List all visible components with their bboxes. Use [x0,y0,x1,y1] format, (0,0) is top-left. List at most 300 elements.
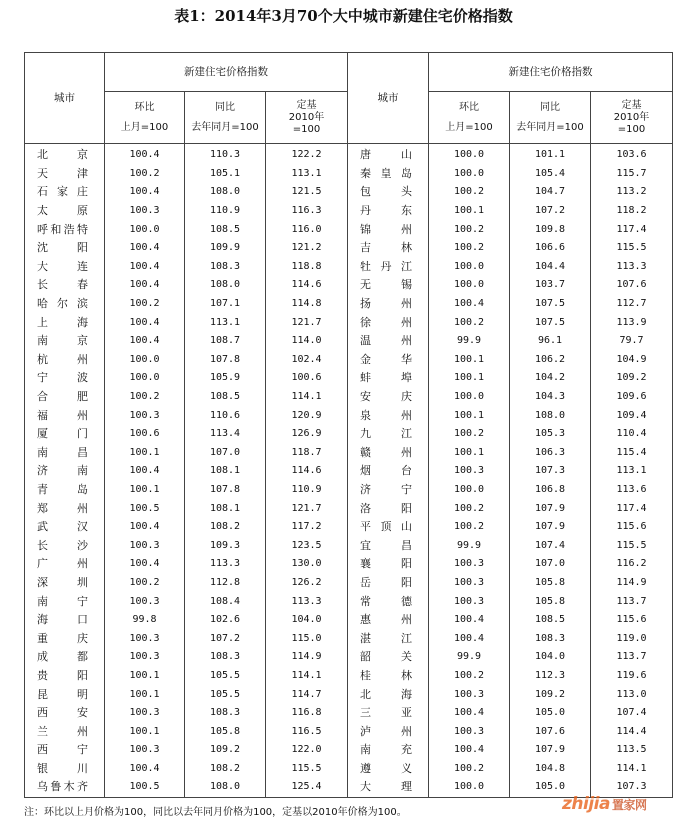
city-cell: 洛阳 [348,499,429,518]
table-row [25,313,673,332]
city-cell: 福州 [25,406,105,425]
base-cell: 122.2 [266,144,348,165]
yoy-cell: 109.3 [185,536,266,555]
mom-cell: 100.4 [105,239,185,258]
yoy-cell: 107.9 [510,518,591,537]
city-cell: 丹东 [348,202,429,221]
yoy-cell: 105.8 [185,722,266,741]
yoy-header-left [185,92,266,144]
table-row [25,351,673,370]
city-cell: 乌鲁木齐 [25,778,105,797]
base-cell: 117.4 [591,220,673,239]
mom-cell: 100.2 [105,295,185,314]
mom-cell: 99.9 [429,536,510,555]
mom-cell: 100.4 [105,555,185,574]
city-cell: 襄阳 [348,555,429,574]
mom-cell: 100.4 [105,518,185,537]
city-cell: 济宁 [348,481,429,500]
table-row [25,144,673,165]
base-subtitle-year: 2010年 [613,111,650,123]
yoy-cell: 107.6 [510,722,591,741]
city-cell: 宜昌 [348,536,429,555]
table-row [25,202,673,221]
yoy-cell: 108.7 [185,332,266,351]
mom-cell: 100.2 [429,183,510,202]
table-row [25,536,673,555]
yoy-title: 同比 [540,101,561,113]
mom-cell: 100.2 [429,313,510,332]
base-cell: 107.6 [591,276,673,295]
base-cell: 123.5 [266,536,348,555]
housing-price-index-table [24,52,673,798]
yoy-cell: 96.1 [510,332,591,351]
mom-cell: 100.4 [429,295,510,314]
yoy-cell: 104.7 [510,183,591,202]
city-cell: 海口 [25,611,105,630]
base-cell: 114.1 [591,760,673,779]
base-cell: 118.7 [266,444,348,463]
base-cell: 120.9 [266,406,348,425]
mom-cell: 100.3 [105,629,185,648]
mom-cell: 100.0 [429,388,510,407]
mom-cell: 100.3 [429,462,510,481]
mom-cell: 100.3 [429,555,510,574]
city-cell: 银川 [25,760,105,779]
table-row [25,369,673,388]
base-title: 定基 [621,99,642,111]
city-cell: 昆明 [25,685,105,704]
base-cell: 79.7 [591,332,673,351]
city-cell: 三亚 [348,704,429,723]
mom-cell: 100.4 [429,629,510,648]
yoy-cell: 109.2 [185,741,266,760]
base-cell: 116.5 [266,722,348,741]
city-cell: 烟台 [348,462,429,481]
mom-cell: 100.1 [105,685,185,704]
table-row [25,165,673,184]
yoy-cell: 108.0 [510,406,591,425]
base-cell: 114.6 [266,276,348,295]
mom-cell: 100.0 [105,220,185,239]
yoy-cell: 110.9 [185,202,266,221]
yoy-cell: 106.2 [510,351,591,370]
yoy-subtitle: 去年同月=100 [516,121,584,133]
mom-subtitle: 上月=100 [445,121,493,133]
table-row [25,722,673,741]
table-row [25,592,673,611]
base-cell: 100.6 [266,369,348,388]
mom-cell: 100.1 [429,444,510,463]
yoy-cell: 107.3 [510,462,591,481]
city-cell: 宁波 [25,369,105,388]
table-row [25,518,673,537]
yoy-cell: 108.3 [185,258,266,277]
city-cell: 天津 [25,165,105,184]
city-cell: 锦州 [348,220,429,239]
base-cell: 114.9 [591,574,673,593]
mom-title: 环比 [134,101,155,113]
city-cell: 九江 [348,425,429,444]
table-row [25,220,673,239]
yoy-cell: 104.0 [510,648,591,667]
index-group-header-left: 新建住宅价格指数 [105,53,348,92]
mom-cell: 100.4 [105,332,185,351]
yoy-cell: 110.3 [185,144,266,165]
city-cell: 太原 [25,202,105,221]
mom-cell: 100.3 [105,406,185,425]
table-row [25,295,673,314]
base-cell: 122.0 [266,741,348,760]
yoy-cell: 108.5 [185,388,266,407]
yoy-cell: 107.0 [510,555,591,574]
mom-cell: 100.2 [105,574,185,593]
mom-cell: 100.4 [105,462,185,481]
base-subtitle-value: =100 [617,123,646,135]
mom-cell: 100.5 [105,499,185,518]
city-cell: 大理 [348,778,429,797]
mom-cell: 100.4 [105,144,185,165]
city-cell: 南京 [25,332,105,351]
base-cell: 113.7 [591,648,673,667]
yoy-cell: 107.8 [185,481,266,500]
mom-cell: 100.0 [429,276,510,295]
mom-cell: 100.1 [105,722,185,741]
city-cell: 西宁 [25,741,105,760]
mom-cell: 100.2 [429,220,510,239]
yoy-cell: 108.5 [185,220,266,239]
yoy-cell: 105.0 [510,704,591,723]
city-cell: 常德 [348,592,429,611]
yoy-cell: 113.1 [185,313,266,332]
base-cell: 113.1 [266,165,348,184]
mom-cell: 100.1 [429,369,510,388]
base-cell: 115.0 [266,629,348,648]
yoy-title: 同比 [215,101,235,113]
table-row [25,741,673,760]
yoy-cell: 107.4 [510,536,591,555]
footnote: 注：环比以上月价格为100，同比以去年同月价格为100，定基以2010年价格为100。 [24,807,407,818]
city-cell: 哈尔滨 [25,295,105,314]
base-cell: 116.3 [266,202,348,221]
base-cell: 104.0 [266,611,348,630]
mom-cell: 100.1 [105,444,185,463]
mom-cell: 100.0 [105,351,185,370]
city-cell: 北京 [25,144,105,165]
table-row [25,667,673,686]
base-cell: 121.7 [266,313,348,332]
mom-cell: 100.2 [429,667,510,686]
mom-cell: 100.2 [429,760,510,779]
table-row [25,629,673,648]
table-row [25,481,673,500]
base-cell: 113.9 [591,313,673,332]
city-cell: 成都 [25,648,105,667]
city-cell: 牡丹江 [348,258,429,277]
base-cell: 113.7 [591,592,673,611]
mom-cell: 100.4 [105,276,185,295]
city-cell: 青岛 [25,481,105,500]
table-row [25,425,673,444]
city-cell: 赣州 [348,444,429,463]
yoy-cell: 107.1 [185,295,266,314]
mom-title: 环比 [459,101,480,113]
city-header-left: 城市 [25,53,105,144]
mom-cell: 100.4 [429,741,510,760]
city-cell: 呼和浩特 [25,220,105,239]
mom-cell: 100.0 [429,165,510,184]
yoy-cell: 106.8 [510,481,591,500]
city-cell: 合肥 [25,388,105,407]
city-cell: 深圳 [25,574,105,593]
mom-cell: 99.9 [429,332,510,351]
city-cell: 南充 [348,741,429,760]
city-cell: 长沙 [25,536,105,555]
mom-cell: 100.2 [105,165,185,184]
city-cell: 桂林 [348,667,429,686]
yoy-cell: 108.0 [185,276,266,295]
table-body [25,144,673,798]
yoy-cell: 109.2 [510,685,591,704]
mom-cell: 100.0 [429,481,510,500]
base-cell: 114.4 [591,722,673,741]
yoy-cell: 112.3 [510,667,591,686]
city-cell: 贵阳 [25,667,105,686]
mom-cell: 100.3 [429,685,510,704]
base-cell: 114.9 [266,648,348,667]
yoy-cell: 105.5 [185,667,266,686]
yoy-cell: 108.3 [185,648,266,667]
table-row [25,611,673,630]
yoy-subtitle: 去年同月=100 [191,121,259,133]
yoy-cell: 104.8 [510,760,591,779]
mom-cell: 100.4 [105,258,185,277]
base-cell: 113.2 [591,183,673,202]
city-cell: 西安 [25,704,105,723]
table-row [25,555,673,574]
table-row [25,685,673,704]
city-cell: 北海 [348,685,429,704]
yoy-cell: 108.1 [185,499,266,518]
mom-cell: 100.3 [429,722,510,741]
yoy-cell: 105.5 [185,685,266,704]
base-cell: 114.0 [266,332,348,351]
yoy-cell: 113.3 [185,555,266,574]
base-cell: 117.2 [266,518,348,537]
city-cell: 石家庄 [25,183,105,202]
mom-cell: 100.2 [429,239,510,258]
table-row [25,183,673,202]
city-cell: 厦门 [25,425,105,444]
base-cell: 110.9 [266,481,348,500]
table-row [25,462,673,481]
yoy-cell: 107.2 [185,629,266,648]
yoy-cell: 105.8 [510,574,591,593]
base-cell: 115.4 [591,444,673,463]
base-cell: 114.6 [266,462,348,481]
base-header-right [591,92,673,144]
yoy-cell: 105.9 [185,369,266,388]
yoy-cell: 108.3 [185,704,266,723]
base-cell: 113.5 [591,741,673,760]
mom-cell: 100.1 [429,202,510,221]
mom-cell: 100.4 [105,183,185,202]
base-cell: 113.3 [266,592,348,611]
mom-cell: 100.2 [105,388,185,407]
yoy-cell: 108.2 [185,760,266,779]
base-cell: 112.7 [591,295,673,314]
mom-cell: 100.1 [105,667,185,686]
city-cell: 沈阳 [25,239,105,258]
yoy-cell: 103.7 [510,276,591,295]
mom-header-right [429,92,510,144]
mom-subtitle: 上月=100 [120,121,169,133]
table-row [25,239,673,258]
yoy-cell: 104.3 [510,388,591,407]
yoy-cell: 107.0 [185,444,266,463]
base-cell: 113.1 [591,462,673,481]
yoy-cell: 110.6 [185,406,266,425]
base-cell: 121.5 [266,183,348,202]
city-cell: 金华 [348,351,429,370]
city-cell: 秦皇岛 [348,165,429,184]
table-row [25,648,673,667]
table-row [25,276,673,295]
city-cell: 扬州 [348,295,429,314]
base-cell: 117.4 [591,499,673,518]
city-cell: 泸州 [348,722,429,741]
yoy-header-right [510,92,591,144]
base-cell: 130.0 [266,555,348,574]
mom-cell: 100.4 [429,611,510,630]
base-cell: 121.2 [266,239,348,258]
yoy-cell: 113.4 [185,425,266,444]
base-cell: 102.4 [266,351,348,370]
city-cell: 济南 [25,462,105,481]
base-cell: 115.5 [591,239,673,258]
table-title: 表1：2014年3月70个大中城市新建住宅价格指数 [174,7,513,25]
base-cell: 114.1 [266,388,348,407]
base-cell: 113.0 [591,685,673,704]
base-cell: 125.4 [266,778,348,797]
mom-cell: 100.2 [429,518,510,537]
mom-cell: 100.1 [429,406,510,425]
base-cell: 116.2 [591,555,673,574]
yoy-cell: 109.8 [510,220,591,239]
yoy-cell: 105.8 [510,592,591,611]
base-cell: 119.6 [591,667,673,686]
city-cell: 惠州 [348,611,429,630]
yoy-cell: 107.9 [510,741,591,760]
mom-cell: 100.3 [429,592,510,611]
mom-cell: 100.3 [105,704,185,723]
yoy-cell: 112.8 [185,574,266,593]
city-cell: 南昌 [25,444,105,463]
base-cell: 126.9 [266,425,348,444]
mom-cell: 100.0 [429,258,510,277]
city-cell: 包头 [348,183,429,202]
yoy-cell: 105.1 [185,165,266,184]
yoy-cell: 108.1 [185,462,266,481]
mom-cell: 100.3 [105,202,185,221]
table-row [25,406,673,425]
base-cell: 115.6 [591,611,673,630]
base-cell: 104.9 [591,351,673,370]
base-subtitle-year: 2010年 [288,111,325,123]
base-cell: 115.5 [266,760,348,779]
yoy-cell: 109.9 [185,239,266,258]
base-cell: 103.6 [591,144,673,165]
base-cell: 113.3 [591,258,673,277]
base-header-left [266,92,348,144]
city-cell: 平顶山 [348,518,429,537]
yoy-cell: 108.0 [185,183,266,202]
yoy-cell: 107.2 [510,202,591,221]
base-title: 定基 [296,99,317,111]
yoy-cell: 108.0 [185,778,266,797]
base-cell: 109.2 [591,369,673,388]
mom-cell: 100.0 [429,778,510,797]
yoy-cell: 106.3 [510,444,591,463]
city-cell: 泉州 [348,406,429,425]
mom-cell: 100.2 [429,425,510,444]
base-cell: 118.8 [266,258,348,277]
mom-cell: 100.3 [429,574,510,593]
yoy-cell: 105.0 [510,778,591,797]
table-row [25,574,673,593]
city-cell: 兰州 [25,722,105,741]
mom-header-left [105,92,185,144]
mom-cell: 100.4 [429,704,510,723]
yoy-cell: 108.2 [185,518,266,537]
yoy-cell: 104.4 [510,258,591,277]
city-cell: 重庆 [25,629,105,648]
table-row [25,760,673,779]
base-cell: 121.7 [266,499,348,518]
mom-cell: 100.6 [105,425,185,444]
city-cell: 广州 [25,555,105,574]
city-cell: 韶关 [348,648,429,667]
city-cell: 徐州 [348,313,429,332]
city-cell: 蚌埠 [348,369,429,388]
site-watermark-logo [562,790,680,818]
mom-cell: 100.3 [105,741,185,760]
base-cell: 113.6 [591,481,673,500]
mom-cell: 100.1 [105,481,185,500]
city-cell: 长春 [25,276,105,295]
yoy-cell: 105.4 [510,165,591,184]
base-cell: 107.4 [591,704,673,723]
city-cell: 安庆 [348,388,429,407]
yoy-cell: 107.5 [510,295,591,314]
mom-cell: 100.2 [429,499,510,518]
base-cell: 118.2 [591,202,673,221]
index-group-header-right: 新建住宅价格指数 [429,53,673,92]
mom-cell: 100.3 [105,592,185,611]
base-cell: 110.4 [591,425,673,444]
base-cell: 109.6 [591,388,673,407]
yoy-cell: 106.6 [510,239,591,258]
yoy-cell: 108.5 [510,611,591,630]
mom-cell: 100.5 [105,778,185,797]
city-cell: 吉林 [348,239,429,258]
base-cell: 116.8 [266,704,348,723]
city-cell: 温州 [348,332,429,351]
table-row [25,499,673,518]
base-cell: 114.8 [266,295,348,314]
base-cell: 115.6 [591,518,673,537]
table-row [25,704,673,723]
base-cell: 126.2 [266,574,348,593]
